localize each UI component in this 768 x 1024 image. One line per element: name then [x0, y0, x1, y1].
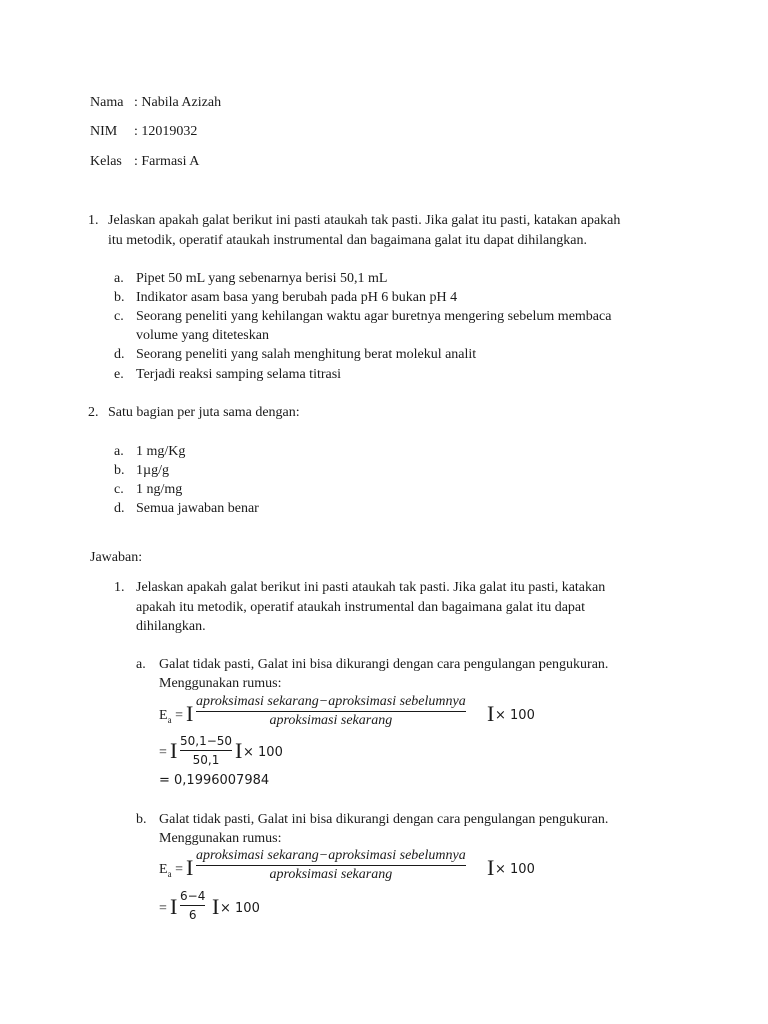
answer-a-step-abs-close: I	[235, 738, 243, 763]
q1-option-c-text: Seorang peneliti yang kehilangan waktu agar buretnya mengering sebelum membaca	[136, 309, 612, 324]
question-1-text-line2: itu metodik, operatif ataukah instrumental dan bagaimana galat itu dapat dihilangkan.	[108, 233, 587, 248]
answer-b-letter: b.	[136, 812, 147, 827]
class-value: : Farmasi A	[134, 154, 200, 169]
answer-a-ea-label: $E_a$ =	[159, 708, 183, 725]
q1-option-c-text-line2: volume yang diteteskan	[136, 328, 269, 343]
q2-option-c-text: 1 ng/mg	[136, 482, 183, 497]
answer-a-letter: a.	[136, 657, 146, 672]
answer-a-times-100: × 100	[495, 708, 535, 723]
answer-b-step-denominator: 6	[188, 908, 197, 922]
answer-1-line3: dihilangkan.	[136, 619, 206, 634]
q1-option-b-text: Indikator asam basa yang berubah pada pH 6 bukan pH 4	[136, 290, 458, 305]
answer-b-line2: Menggunakan rumus:	[159, 831, 282, 846]
question-2-text: Satu bagian per juta sama dengan:	[108, 405, 300, 420]
question-1-text-line1: Jelaskan apakah galat berikut ini pasti ataukah tak pasti. Jika galat itu pasti, katakan apakah	[108, 213, 621, 228]
answer-a-step-fraction	[180, 733, 232, 768]
answer-b-step-abs-open: I	[170, 894, 178, 919]
q2-option-a-letter: a.	[114, 444, 124, 459]
q2-option-a-text: 1 mg/Kg	[136, 444, 186, 459]
q2-option-d-letter: d.	[114, 501, 125, 516]
q2-option-d-text: Semua jawaban benar	[136, 501, 259, 516]
nim-value: : 12019032	[134, 124, 198, 139]
answer-a-abs-open: I	[186, 701, 194, 726]
answer-a-step-abs-open: I	[170, 738, 178, 763]
answer-a-formula-fraction	[196, 694, 466, 729]
answer-a-step-times-100: × 100	[243, 745, 283, 760]
class-label: Kelas	[90, 154, 122, 169]
answer-b-abs-close: I	[487, 855, 495, 880]
q1-option-d-letter: d.	[114, 347, 125, 362]
answer-a-formula-numerator: aproksimasi sekarang−aproksimasi sebelumnya	[196, 694, 466, 709]
answer-b-abs-open: I	[186, 855, 194, 880]
q1-option-e-letter: e.	[114, 367, 124, 382]
q1-option-d-text: Seorang peneliti yang salah menghitung berat molekul analit	[136, 347, 477, 362]
q1-option-e-text: Terjadi reaksi samping selama titrasi	[136, 367, 342, 382]
fraction-bar	[180, 905, 205, 906]
q1-option-c-letter: c.	[114, 309, 124, 324]
answer-b-times-100: × 100	[495, 862, 535, 877]
fraction-bar	[180, 750, 232, 751]
fraction-bar	[196, 711, 466, 712]
question-1-number: 1.	[88, 213, 99, 228]
answer-a-step-equals: =	[159, 745, 167, 760]
answer-a-line2: Menggunakan rumus:	[159, 676, 282, 691]
answer-b-step-fraction	[180, 888, 205, 923]
answer-a-step-denominator: 50,1	[192, 753, 220, 767]
answer-b-line1: Galat tidak pasti, Galat ini bisa dikurangi dengan cara pengulangan pengukuran.	[159, 812, 609, 827]
answer-1-line2: apakah itu metodik, operatif ataukah instrumental dan bagaimana galat itu dapat	[136, 600, 586, 615]
nim-label: NIM	[90, 124, 118, 139]
q1-option-a-letter: a.	[114, 271, 124, 286]
answer-1-line1: Jelaskan apakah galat berikut ini pasti ataukah tak pasti. Jika galat itu pasti, katakan	[136, 580, 606, 595]
answer-b-step-abs-close: I	[212, 894, 220, 919]
answer-a-abs-close: I	[487, 701, 495, 726]
fraction-bar	[196, 865, 466, 866]
answer-b-step-numerator: 6−4	[180, 889, 206, 903]
q1-option-a-text: Pipet 50 mL yang sebenarnya berisi 50,1 mL	[136, 271, 388, 286]
q2-option-c-letter: c.	[114, 482, 124, 497]
q1-option-b-letter: b.	[114, 290, 125, 305]
q2-option-b-letter: b.	[114, 463, 125, 478]
answer-a-formula-denominator: aproksimasi sekarang	[269, 713, 393, 728]
answer-b-formula-fraction	[196, 848, 466, 883]
answer-b-ea-label: $E_a$ =	[159, 862, 183, 879]
question-2-number: 2.	[88, 405, 99, 420]
q2-option-b-text: 1µg/g	[136, 463, 169, 478]
name-value: : Nabila Azizah	[134, 95, 222, 110]
name-label: Nama	[90, 95, 124, 110]
answer-1-number: 1.	[114, 580, 125, 595]
answer-a-result: = 0,1996007984	[159, 773, 270, 788]
answers-heading: Jawaban:	[90, 550, 143, 565]
answer-b-step-equals: =	[159, 901, 167, 916]
answer-b-formula-numerator: aproksimasi sekarang−aproksimasi sebelumnya	[196, 848, 466, 863]
answer-a-line1: Galat tidak pasti, Galat ini bisa dikurangi dengan cara pengulangan pengukuran.	[159, 657, 609, 672]
answer-a-step-numerator: 50,1−50	[180, 734, 233, 748]
answer-b-formula-denominator: aproksimasi sekarang	[269, 867, 393, 882]
answer-b-step-times-100: × 100	[220, 901, 260, 916]
